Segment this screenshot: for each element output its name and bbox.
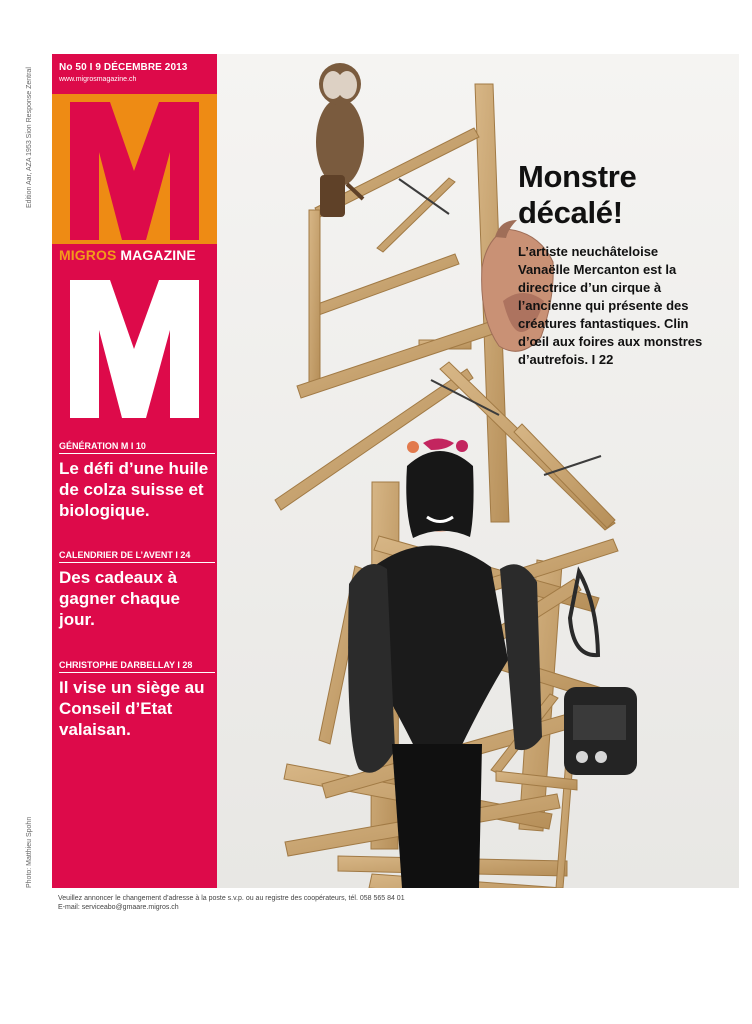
orange-m-block xyxy=(52,94,217,250)
website-link[interactable]: www.migrosmagazine.ch xyxy=(59,76,137,83)
story-3-title[interactable]: Il vise un siège au Conseil d’Etat valaisan. xyxy=(59,678,205,739)
footer-line-2: E-mail: serviceabo@gmaare.migros.ch xyxy=(58,904,179,911)
photo-credit: Photo: Matthieu Spohn xyxy=(26,816,33,888)
migros-m-logo-icon-lower xyxy=(52,272,217,428)
story-1[interactable] xyxy=(59,440,215,521)
story-3-tag: CHRISTOPHE DARBELLAY I 28 xyxy=(59,659,215,673)
brand-bar xyxy=(52,244,217,266)
brand-secondary: MAGAZINE xyxy=(120,247,196,263)
story-1-tag: GÉNÉRATION M I 10 xyxy=(59,440,215,454)
headline-summary: L’artiste neuchâteloise Vanaëlle Mercanton est la directrice d’un cirque à l’ancienne qui présente des créatures fantastiques. Clin d’œil aux foires aux monstres d’autrefois. I 22 xyxy=(518,244,703,367)
cover-area xyxy=(52,54,739,888)
red-m-block xyxy=(52,272,217,426)
footer-line-1: Veuillez annoncer le changement d’adresse à la poste s.v.p. ou au registre des coopérateurs, tél. 058 565 84 01 xyxy=(58,895,405,902)
story-1-title[interactable]: Le défi d’une huile de colza suisse et biologique. xyxy=(59,459,209,520)
story-2-tag: CALENDRIER DE L’AVENT I 24 xyxy=(59,549,215,563)
brand-primary: MIGROS xyxy=(59,247,117,263)
migros-m-logo-icon xyxy=(52,94,217,250)
edition-note: Edition Aar, AZA 1953 Sion Response Zentral xyxy=(26,67,33,208)
footer-notice xyxy=(58,894,405,912)
story-2[interactable] xyxy=(59,549,215,630)
cover-headline xyxy=(518,159,708,369)
headline-title: Monstre décalé! xyxy=(518,159,637,230)
issue-date: No 50 I 9 DÉCEMBRE 2013 xyxy=(59,62,188,73)
story-2-title[interactable]: Des cadeaux à gagner chaque jour. xyxy=(59,568,180,629)
story-3[interactable] xyxy=(59,659,215,740)
left-sidebar xyxy=(52,54,217,888)
